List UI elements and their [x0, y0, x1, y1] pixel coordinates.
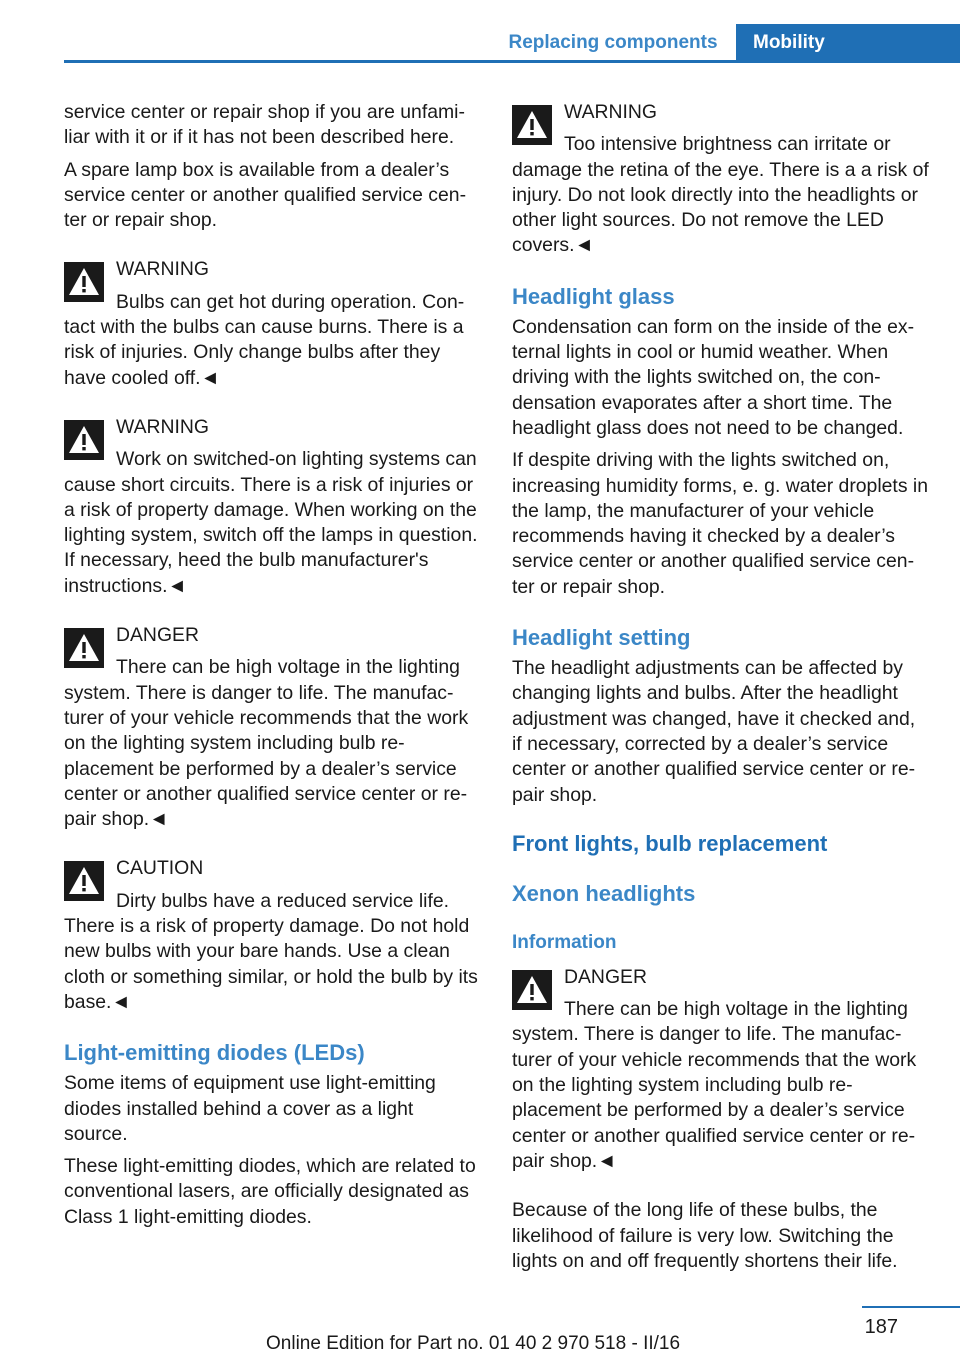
section-heading-xenon: Xenon headlights	[512, 880, 696, 906]
notice-keyword: DANGER	[116, 624, 199, 647]
danger-notice	[512, 965, 930, 1174]
section-heading-headlight-glass: Headlight glass	[512, 283, 675, 309]
warning-triangle-icon	[64, 861, 104, 901]
warning-notice	[512, 100, 930, 259]
warning-triangle-icon	[512, 970, 552, 1010]
footer-rule	[862, 1306, 960, 1308]
warning-notice	[64, 415, 482, 599]
chapter-tab: Mobility	[736, 24, 960, 61]
paragraph: service center or repair shop if you are unfamiliar with it or if it has not been described here.	[64, 101, 465, 149]
warning-triangle-icon	[64, 262, 104, 302]
warning-triangle-icon	[64, 420, 104, 460]
running-header-section: Replacing components	[508, 31, 718, 53]
notice-keyword: WARNING	[564, 101, 657, 123]
danger-notice	[64, 623, 482, 832]
notice-text: There can be high voltage in the lighting system. There is danger to life. The manufacturer of your vehicle recommends that the work on the lighting system including bulb replacement be performed by a dealer’s service center or another qualified service center or repair shop.◄	[64, 656, 469, 831]
warning-notice	[64, 257, 482, 390]
edition-footer: Online Edition for Part no. 01 40 2 970 518 - II/16	[266, 1333, 681, 1354]
chapter-heading-front-lights: Front lights, bulb replacement	[512, 830, 828, 856]
caution-notice	[64, 856, 482, 1015]
warning-triangle-icon	[512, 105, 552, 145]
paragraph: Condensation can form on the inside of the external lights in cool or humid weather. When driving with the lights switched on, the condensation evaporates after a short time. The headlight glass does not need to be changed.	[512, 315, 915, 439]
notice-keyword: WARNING	[116, 258, 209, 281]
section-heading-leds: Light-emitting diodes (LEDs)	[64, 1040, 365, 1066]
warning-triangle-icon	[64, 628, 104, 668]
notice-text: Too intensive brightness can irritate or damage the retina of the eye. There is a a risk of injury. Do not look directly into the headlights or other light sources. Do not remove the LED covers.◄	[512, 133, 929, 257]
notice-text: Dirty bulbs have a reduced service life. There is a risk of property damage. Do not hold new bulbs with your bare hands. Use a clean cloth or something similar, or hold the bulb by its base.◄	[64, 889, 478, 1013]
paragraph: The headlight adjustments can be affected by changing lights and bulbs. After the headlight adjustment was changed, have it checked and, if necessary, corrected by a dealer’s service center or another qualified service center or repair shop.	[512, 657, 916, 806]
notice-keyword: WARNING	[116, 415, 209, 438]
notice-text: Bulbs can get hot during operation. Contact with the bulbs can cause burns. There is a risk of injuries. Only change bulbs after they have cooled off.◄	[64, 290, 465, 389]
paragraph: These light-emitting diodes, which are related to conventional lasers, are officially designated as Class 1 light-emitting diodes.	[64, 1155, 476, 1228]
notice-text: Work on switched-on lighting systems can cause short circuits. There is a risk of injuries or a risk of property damage. When working on the lighting system, switch off the lamps in question. If necessary, heed the bulb manufacturer's instructions.◄	[64, 448, 478, 597]
section-heading-headlight-setting: Headlight setting	[512, 625, 691, 651]
right-column	[512, 100, 930, 1274]
page-number: 187	[864, 1316, 898, 1338]
paragraph: If despite driving with the lights switched on, increasing humidity forms, e. g. water droplets in the lamp, the manufacturer of your vehicle recommends having it checked by a dealer’s service center or another qualified service center or repair shop.	[512, 449, 928, 598]
notice-keyword: DANGER	[564, 965, 647, 988]
notice-keyword: CAUTION	[116, 857, 204, 880]
subheading-information: Information	[512, 931, 617, 953]
notice-text: There can be high voltage in the lighting system. There is danger to life. The manufacturer of your vehicle recommends that the work on the lighting system including bulb replacement be performed by a dealer’s service center or another qualified service center or repair shop.◄	[512, 998, 917, 1172]
paragraph: Some items of equipment use light-emitting diodes installed behind a cover as a light source.	[64, 1072, 436, 1145]
paragraph: Because of the long life of these bulbs, the likelihood of failure is very low. Switching the lights on and off frequently shortens their life.	[512, 1199, 898, 1272]
paragraph: A spare lamp box is available from a dealer’s service center or another qualified service center or repair shop.	[64, 158, 467, 232]
left-column	[64, 100, 482, 1230]
